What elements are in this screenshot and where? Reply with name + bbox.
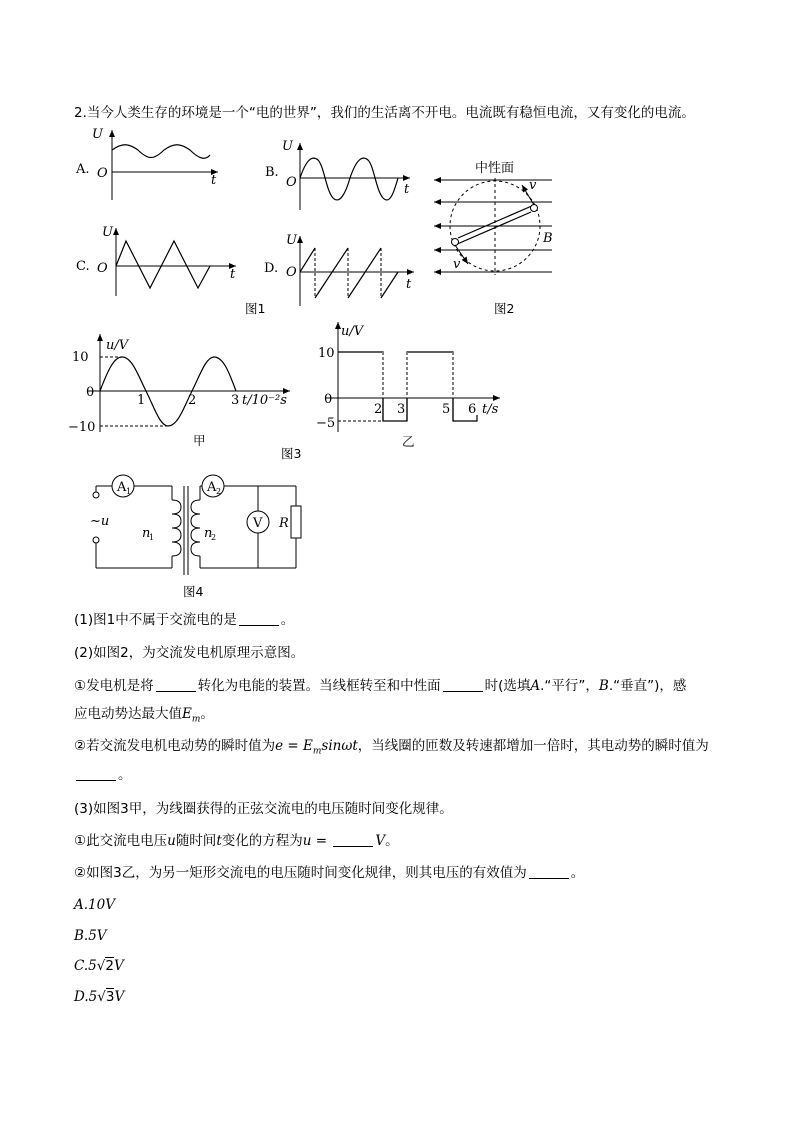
fig3-yi-ylabel: u/V [341, 324, 364, 339]
fig3-jia-ytick-0: 0 [86, 385, 95, 400]
choice-b[interactable]: B.5V [74, 928, 107, 944]
fig1-b-axis-y: U [282, 139, 293, 154]
fig3-jia-ytick-m10: −10 [68, 420, 96, 435]
fig1-option-b [265, 139, 410, 210]
part2-2-blank[interactable] [76, 766, 116, 781]
part1-text: (1)图1中不属于交流电的是 [74, 612, 237, 628]
fig1-c-triangle [116, 241, 210, 288]
fig4-n2-sub: 2 [211, 533, 217, 542]
fig4-n1-sub: 1 [149, 533, 155, 542]
resistor [291, 506, 301, 538]
fig4-circuit [90, 475, 301, 575]
fig3-yi-ytick-0: 0 [324, 392, 333, 407]
part2-2-line: ②若交流发电机电动势的瞬时值为$e = E_m\sin\omega t$，当线圈的匝数及转速都增加一倍时，其电动势的瞬时值为 [74, 738, 709, 757]
fig1-d-axis-x: t [406, 277, 412, 292]
fig1-a-letter: A. [76, 162, 90, 177]
fig1-caption: 图1 [245, 301, 266, 316]
fig3-yi-label: 乙 [402, 434, 415, 449]
fig3-jia-ytick-10: 10 [72, 350, 89, 365]
fig4-v: V [253, 516, 263, 531]
fig2-label-plane: 中性面 [475, 161, 515, 176]
fig1-d-axis-y: U [286, 233, 297, 248]
fig1-b-letter: B. [265, 165, 279, 180]
fig1-a-curve [112, 145, 210, 159]
fig1-c-axis-x: t [230, 267, 236, 282]
fig1-b-origin: O [286, 175, 297, 190]
fig3-yi-xlabel: t/s [482, 402, 499, 417]
fig2-label-b: B [543, 231, 553, 246]
fig4-source: ~u [90, 514, 110, 529]
fig1-a-axis-y: U [92, 127, 103, 142]
fig3-caption: 图3 [281, 446, 302, 461]
part3-2-blank[interactable] [529, 864, 569, 879]
fig3-jia-xtick-2: 2 [188, 393, 197, 408]
part1-line: (1)图1中不属于交流电的是 。 [74, 612, 295, 628]
fig4-n2-main: n [204, 526, 213, 541]
part3-1-blank[interactable] [333, 832, 373, 847]
fig2-caption: 图2 [494, 301, 515, 316]
fig4-a1-main: A [117, 480, 127, 495]
sqrt-symbol: √ [97, 989, 106, 1005]
choice-a[interactable]: A.10V [74, 897, 115, 913]
fig1-b-curve [300, 158, 398, 200]
part2-1-blank-a[interactable] [156, 677, 196, 692]
fig1-option-d [264, 233, 414, 306]
fig3-yi-xtick-3: 3 [397, 402, 406, 417]
fig3-jia-xtick-1: 1 [137, 393, 146, 408]
fig4-a1-sub: 1 [126, 487, 132, 496]
part1-blank[interactable] [239, 611, 279, 626]
fig3-jia-ylabel: u/V [106, 338, 129, 353]
fig1-b-axis-x: t [404, 182, 410, 197]
fig4-a2-main: A [207, 480, 217, 495]
primary-coil [172, 500, 181, 556]
fig2-label-v-top: v [529, 178, 537, 193]
part3-line: (3)如图3甲，为线圈获得的正弦交流电的电压随时间变化规律。 [74, 801, 453, 817]
fig2-generator [434, 160, 553, 275]
fig3-yi-ytick-10: 10 [318, 346, 335, 361]
fig4-a2-sub: 2 [216, 487, 222, 496]
part2-1-blank-b[interactable] [443, 677, 483, 692]
fig3-jia-label: 甲 [193, 433, 206, 448]
part2-line: (2)如图2，为交流发电机原理示意图。 [74, 645, 305, 661]
fig4-r: R [279, 516, 289, 531]
fig4-n1-main: n [142, 526, 151, 541]
fig1-d-origin: O [286, 265, 297, 280]
part2-1-line2: 应电动势达最大值$E_m$。 [74, 706, 214, 725]
fig3-jia-xtick-3: 3 [231, 393, 240, 408]
fig1-a-axis-x: t [211, 173, 217, 188]
fig1-d-letter: D. [264, 261, 279, 276]
fig1-option-c [76, 225, 236, 296]
fig3-yi-xtick-2: 2 [374, 402, 383, 417]
fig3-yi-chart [316, 322, 500, 449]
fig3-yi-xtick-5: 5 [442, 402, 451, 417]
choice-c[interactable]: C.5√2V [74, 958, 124, 974]
secondary-coil [191, 500, 200, 556]
fig3-jia-chart [68, 334, 290, 448]
fig1-c-letter: C. [76, 259, 90, 274]
fig1-c-origin: O [97, 261, 108, 276]
choice-d[interactable]: D.5√3V [74, 989, 125, 1005]
question-intro: 2.当今人类生存的环境是一个“电的世界”，我们的生活离不开电。电流既有稳恒电流，又有变化的电流。 [74, 105, 695, 121]
fig1-d-sawtooth [381, 272, 398, 298]
part2-1-line: ①发电机是将 转化为电能的装置。当线框转至和中性面 时(选填A.“平行”，B.“垂直”)，感 [74, 678, 687, 694]
fig1-option-a [75, 127, 218, 200]
fig2-coil [455, 212, 531, 245]
fig1-c-axis-y: U [102, 225, 113, 240]
sqrt-symbol: √ [96, 958, 106, 974]
part3-1-line: ①此交流电电压u随时间t变化的方程为u = V。 [74, 833, 399, 849]
fig2-label-v-bottom: v [453, 257, 461, 272]
fig3-yi-ytick-m5: −5 [316, 416, 336, 431]
fig3-jia-xlabel: t/10⁻²s [242, 393, 287, 408]
part3-2-line: ②如图3乙，为另一矩形交流电的电压随时间变化规律，则其电压的有效值为 。 [74, 865, 585, 881]
part2-2-line2: 。 [74, 765, 132, 785]
fig4-caption: 图4 [183, 584, 204, 599]
fig3-yi-xtick-6: 6 [468, 402, 477, 417]
fig1-a-origin: O [97, 166, 108, 181]
